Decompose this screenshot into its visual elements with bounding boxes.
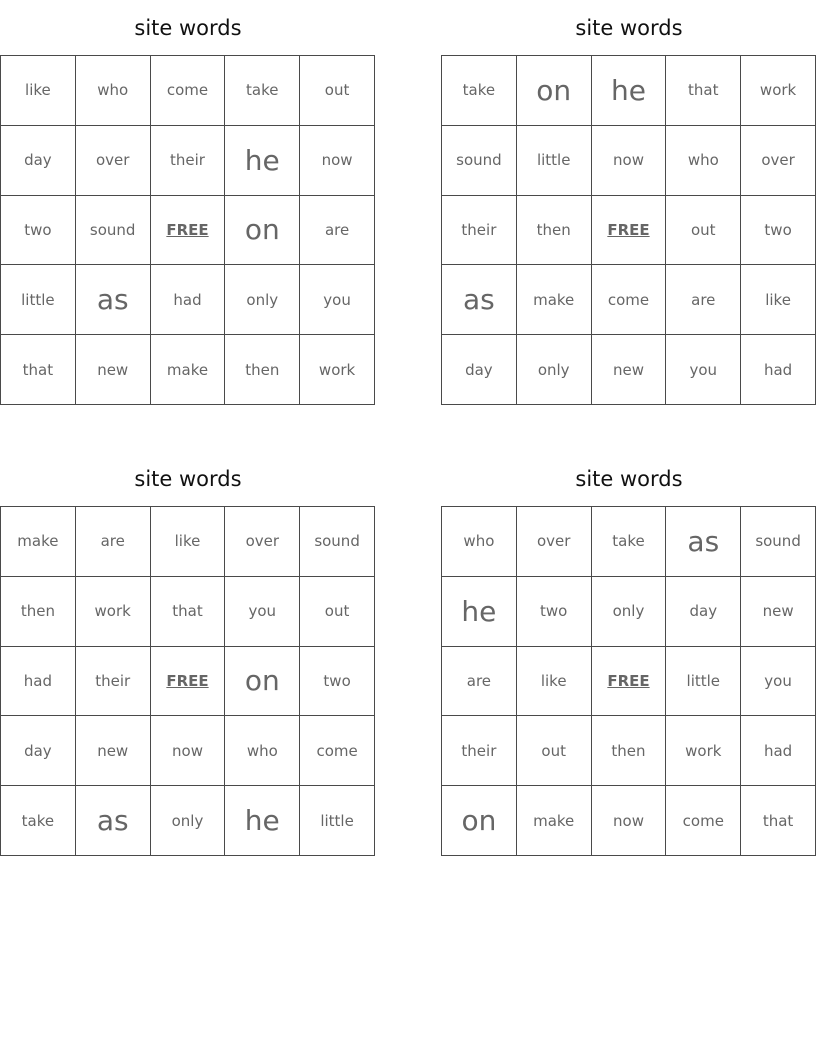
- word-cell: then: [516, 195, 591, 265]
- word-cell: take: [225, 56, 300, 126]
- word-cell: little: [1, 265, 76, 335]
- word-cell: had: [741, 716, 816, 786]
- word-cell: over: [741, 125, 816, 195]
- word-cell: work: [75, 576, 150, 646]
- grid-row: [1, 507, 375, 577]
- word-cell: he: [225, 786, 300, 856]
- word-cell: you: [666, 335, 741, 405]
- word-cell: little: [516, 125, 591, 195]
- word-cell: work: [666, 716, 741, 786]
- word-cell: day: [1, 716, 76, 786]
- word-cell: out: [300, 56, 375, 126]
- grid-row: [1, 576, 375, 646]
- word-cell: day: [1, 125, 76, 195]
- word-cell: you: [741, 646, 816, 716]
- word-cell: as: [442, 265, 517, 335]
- word-cell: over: [75, 125, 150, 195]
- free-space-cell: FREE: [591, 195, 666, 265]
- word-cell: on: [225, 646, 300, 716]
- word-cell: new: [591, 335, 666, 405]
- word-cell: their: [75, 646, 150, 716]
- grid-row: [442, 576, 816, 646]
- word-cell: day: [442, 335, 517, 405]
- word-cell: on: [225, 195, 300, 265]
- grid-row: [1, 265, 375, 335]
- free-space-cell: FREE: [150, 195, 225, 265]
- word-cell: take: [591, 507, 666, 577]
- word-cell: their: [442, 195, 517, 265]
- word-cell: two: [741, 195, 816, 265]
- word-cell: who: [666, 125, 741, 195]
- word-cell: make: [1, 507, 76, 577]
- word-cell: two: [300, 646, 375, 716]
- word-cell: over: [516, 507, 591, 577]
- word-cell: who: [225, 716, 300, 786]
- word-cell: he: [225, 125, 300, 195]
- word-cell: are: [75, 507, 150, 577]
- grid-row: [1, 335, 375, 405]
- word-cell: take: [1, 786, 76, 856]
- grid-row: [442, 507, 816, 577]
- word-cell: little: [666, 646, 741, 716]
- card-title: site words: [134, 16, 242, 40]
- word-cell: come: [666, 786, 741, 856]
- word-cell: work: [741, 56, 816, 126]
- grid-row: [1, 716, 375, 786]
- word-cell: over: [225, 507, 300, 577]
- word-cell: out: [516, 716, 591, 786]
- word-cell: make: [516, 786, 591, 856]
- word-cell: like: [1, 56, 76, 126]
- word-cell: day: [666, 576, 741, 646]
- card-title: site words: [575, 467, 683, 491]
- grid-row: [442, 335, 816, 405]
- grid-row: [1, 125, 375, 195]
- word-cell: only: [516, 335, 591, 405]
- grid-row: [1, 195, 375, 265]
- word-cell: sound: [442, 125, 517, 195]
- grid-row: [442, 56, 816, 126]
- card-title: site words: [134, 467, 242, 491]
- word-cell: now: [591, 125, 666, 195]
- bingo-grid: [441, 55, 816, 405]
- word-cell: are: [300, 195, 375, 265]
- grid-row: [442, 716, 816, 786]
- word-cell: like: [741, 265, 816, 335]
- grid-row: [1, 786, 375, 856]
- word-cell: take: [442, 56, 517, 126]
- free-space-cell: FREE: [591, 646, 666, 716]
- free-space-cell: FREE: [150, 646, 225, 716]
- word-cell: come: [591, 265, 666, 335]
- word-cell: come: [300, 716, 375, 786]
- word-cell: now: [591, 786, 666, 856]
- word-cell: only: [225, 265, 300, 335]
- word-cell: make: [150, 335, 225, 405]
- word-cell: now: [300, 125, 375, 195]
- word-cell: sound: [741, 507, 816, 577]
- word-cell: you: [300, 265, 375, 335]
- word-cell: who: [442, 507, 517, 577]
- word-cell: then: [225, 335, 300, 405]
- word-cell: on: [516, 56, 591, 126]
- word-cell: their: [442, 716, 517, 786]
- word-cell: two: [1, 195, 76, 265]
- word-cell: their: [150, 125, 225, 195]
- word-cell: like: [516, 646, 591, 716]
- word-cell: like: [150, 507, 225, 577]
- word-cell: new: [75, 716, 150, 786]
- word-cell: as: [75, 265, 150, 335]
- word-cell: sound: [300, 507, 375, 577]
- word-cell: then: [591, 716, 666, 786]
- grid-row: [442, 265, 816, 335]
- word-cell: that: [150, 576, 225, 646]
- grid-row: [442, 125, 816, 195]
- bingo-grid: [441, 506, 816, 856]
- word-cell: come: [150, 56, 225, 126]
- word-cell: sound: [75, 195, 150, 265]
- bingo-grid: [0, 55, 375, 405]
- grid-row: [442, 195, 816, 265]
- grid-row: [442, 646, 816, 716]
- word-cell: now: [150, 716, 225, 786]
- word-cell: that: [741, 786, 816, 856]
- grid-row: [1, 56, 375, 126]
- word-cell: two: [516, 576, 591, 646]
- word-cell: he: [591, 56, 666, 126]
- word-cell: little: [300, 786, 375, 856]
- word-cell: had: [741, 335, 816, 405]
- word-cell: out: [666, 195, 741, 265]
- word-cell: only: [591, 576, 666, 646]
- grid-row: [1, 646, 375, 716]
- word-cell: then: [1, 576, 76, 646]
- word-cell: are: [442, 646, 517, 716]
- word-cell: new: [75, 335, 150, 405]
- word-cell: are: [666, 265, 741, 335]
- word-cell: as: [75, 786, 150, 856]
- word-cell: who: [75, 56, 150, 126]
- word-cell: work: [300, 335, 375, 405]
- bingo-grid: [0, 506, 375, 856]
- word-cell: that: [666, 56, 741, 126]
- word-cell: that: [1, 335, 76, 405]
- word-cell: had: [1, 646, 76, 716]
- word-cell: as: [666, 507, 741, 577]
- word-cell: had: [150, 265, 225, 335]
- word-cell: new: [741, 576, 816, 646]
- card-title: site words: [575, 16, 683, 40]
- word-cell: out: [300, 576, 375, 646]
- word-cell: make: [516, 265, 591, 335]
- word-cell: he: [442, 576, 517, 646]
- word-cell: you: [225, 576, 300, 646]
- grid-row: [442, 786, 816, 856]
- word-cell: only: [150, 786, 225, 856]
- word-cell: on: [442, 786, 517, 856]
